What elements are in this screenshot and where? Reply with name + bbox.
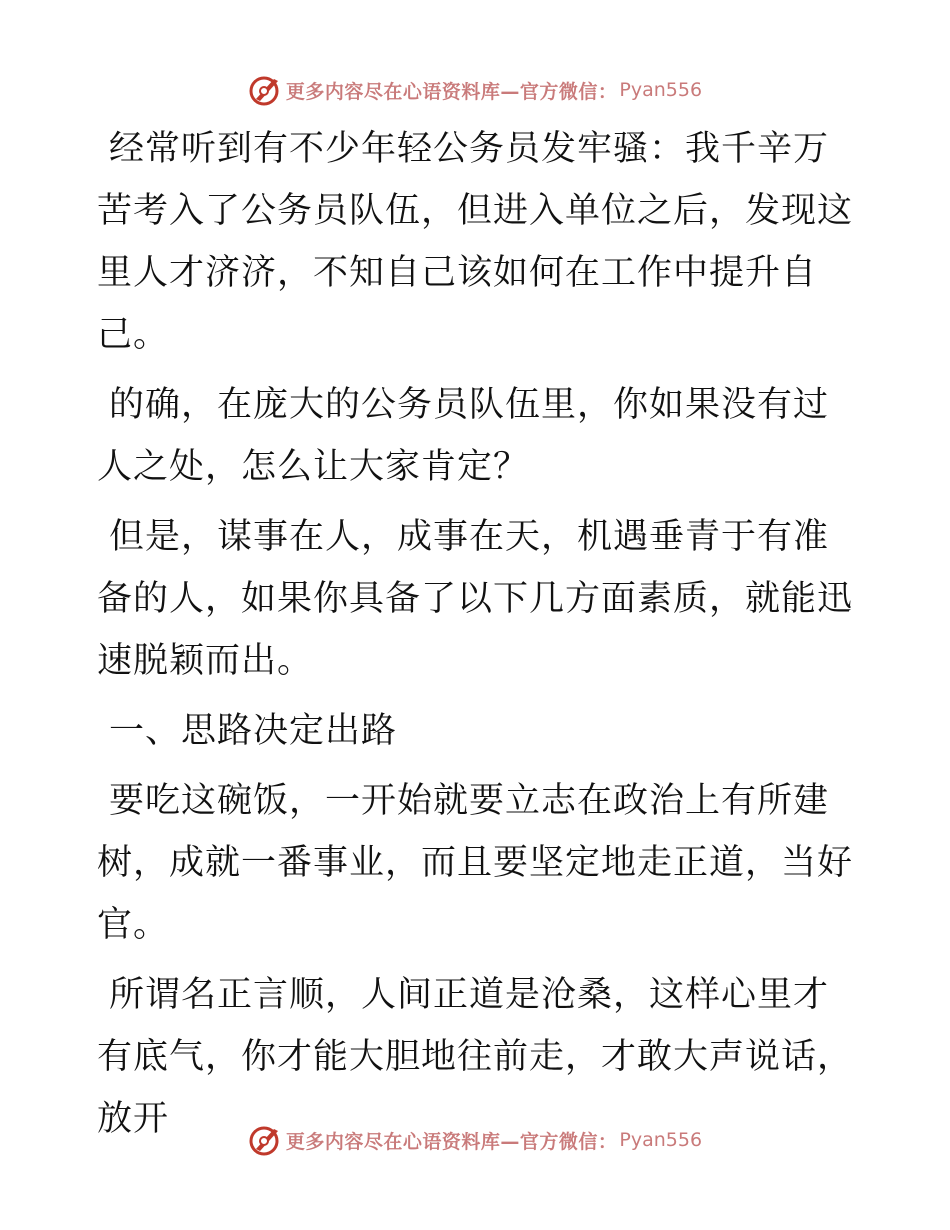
section-heading: 一、思路决定出路	[109, 711, 398, 751]
header-banner-text: 更多内容尽在心语资料库—官方微信：	[285, 80, 618, 103]
quill-logo-icon	[248, 1123, 282, 1157]
article-body	[97, 118, 857, 1158]
paragraph-4: 要吃这碗饭，一开始就要立志在政治上有所建树，成就一番事业，而且要坚定地走正道，当好官。	[97, 781, 854, 945]
footer-banner-text: 更多内容尽在心语资料库—官方微信：	[285, 1130, 618, 1153]
paragraph-5: 所谓名正言顺，人间正道是沧桑，这样心里才有底气，你才能大胆地往前走，才敢大声说话，放开	[97, 975, 854, 1139]
header-banner	[0, 70, 950, 110]
quill-logo-icon	[248, 73, 282, 107]
paragraph-1: 经常听到有不少年轻公务员发牢骚：我千辛万苦考入了公务员队伍，但进入单位之后，发现这里人才济济，不知自己该如何在工作中提升自己。	[97, 129, 854, 355]
footer-banner	[0, 1120, 950, 1160]
paragraph-3: 但是，谋事在人，成事在天，机遇垂青于有准备的人，如果你具备了以下几方面素质，就能迅速脱颖而出。	[97, 517, 854, 681]
header-banner-handle: Pyan556	[619, 79, 703, 101]
paragraph-2: 的确，在庞大的公务员队伍里，你如果没有过人之处，怎么让大家肯定？	[97, 385, 830, 487]
footer-banner-handle: Pyan556	[619, 1129, 703, 1151]
